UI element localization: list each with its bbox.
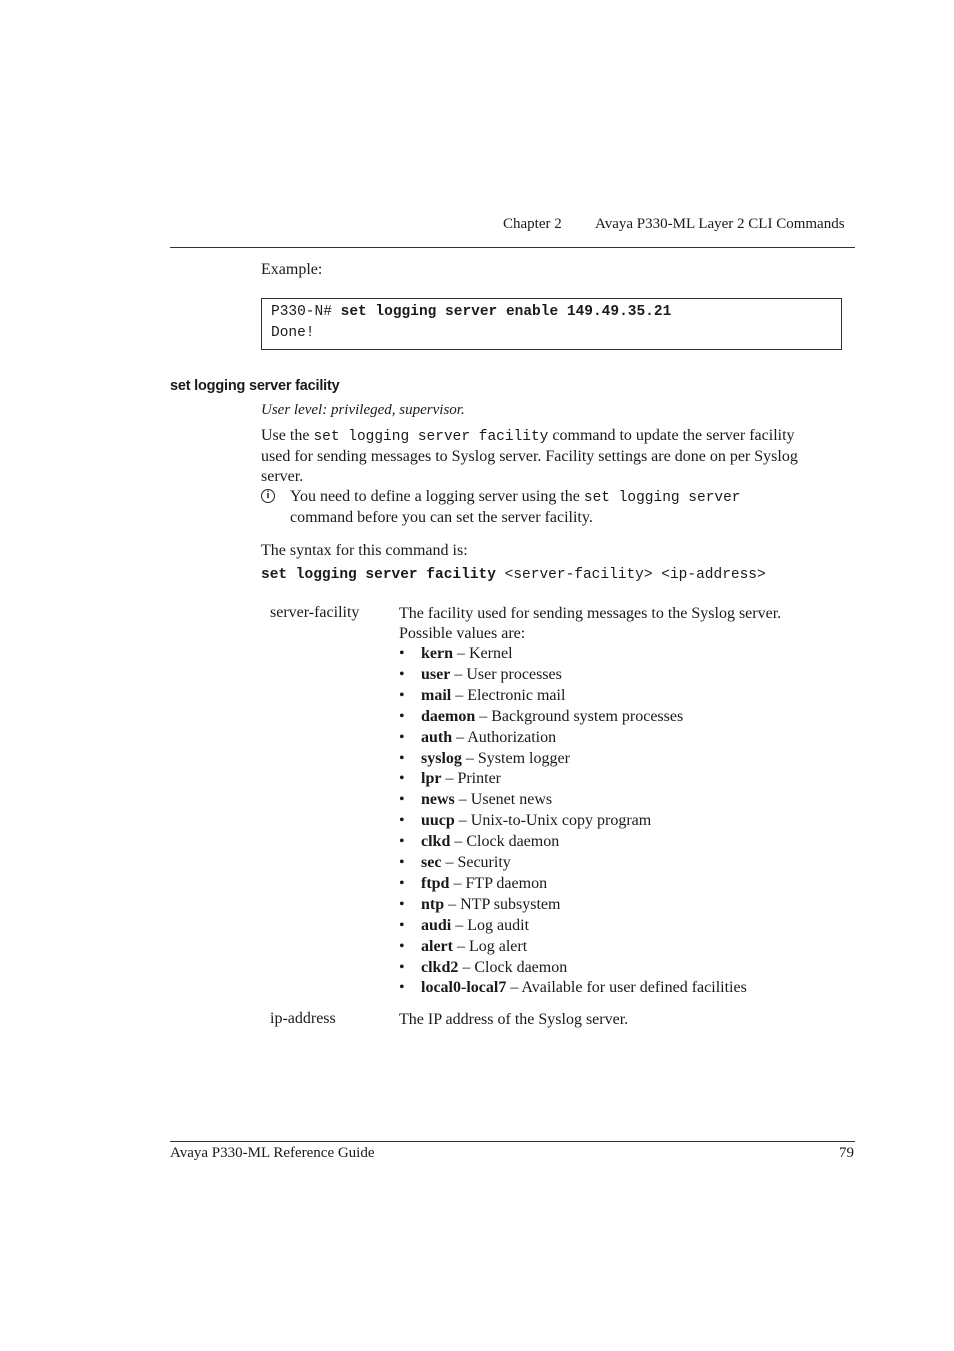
param-desc-server-facility bbox=[399, 604, 855, 644]
section-heading: set logging server facility bbox=[170, 378, 340, 394]
facility-bullet-text bbox=[421, 874, 547, 894]
code-example-box bbox=[261, 298, 842, 350]
bullet-dot-icon: • bbox=[399, 895, 405, 913]
param-desc-line-1: The facility used for sending messages to the Syslog server. bbox=[399, 605, 782, 622]
header-chapter: Chapter 2 bbox=[503, 216, 562, 232]
footer-guide-title: Avaya P330-ML Reference Guide bbox=[170, 1145, 375, 1161]
intro-text-1: Use the bbox=[261, 427, 314, 444]
facility-term: alert bbox=[421, 937, 453, 955]
header-title: Avaya P330-ML Layer 2 CLI Commands bbox=[595, 216, 845, 232]
param-desc-ip-address: The IP address of the Syslog server. bbox=[399, 1011, 629, 1028]
bullet-dot-icon: • bbox=[399, 791, 405, 809]
facility-description: – Log alert bbox=[452, 937, 528, 955]
facility-term: auth bbox=[421, 728, 453, 746]
bullet-dot-icon: • bbox=[399, 874, 405, 892]
facility-bullet-text bbox=[421, 769, 501, 789]
header-rule bbox=[170, 247, 855, 248]
facility-bullet-text bbox=[421, 958, 567, 978]
facility-term: news bbox=[421, 791, 455, 809]
facility-bullet-text bbox=[421, 790, 552, 810]
bullet-dot-icon: • bbox=[399, 665, 405, 683]
bullet-dot-icon: • bbox=[399, 916, 405, 934]
bullet-dot-icon: • bbox=[399, 979, 405, 997]
facility-term: syslog bbox=[421, 749, 462, 767]
syntax-intro: The syntax for this command is: bbox=[261, 542, 468, 559]
facility-bullet-text bbox=[421, 853, 511, 873]
facility-bullet-text bbox=[421, 644, 513, 664]
intro-line-1 bbox=[261, 426, 855, 447]
bullet-dot-icon: • bbox=[399, 854, 405, 871]
facility-term: ftpd bbox=[421, 874, 450, 892]
bullet-dot-icon: • bbox=[399, 645, 405, 662]
intro-line-2: used for sending messages to Syslog server. Facility settings are done on per Syslog bbox=[261, 448, 798, 465]
syntax-line bbox=[261, 567, 766, 583]
syntax-command: set logging server facility bbox=[261, 567, 496, 583]
facility-description: – User processes bbox=[450, 665, 562, 683]
facility-description: – System logger bbox=[461, 749, 570, 767]
facility-bullet-text bbox=[421, 916, 529, 936]
syntax-args: <server-facility> <ip-address> bbox=[495, 567, 766, 583]
note-paragraph bbox=[290, 487, 855, 528]
code-command: set logging server enable 149.49.35.21 bbox=[340, 304, 672, 320]
facility-term: mail bbox=[421, 686, 452, 704]
note-command: set logging server bbox=[583, 490, 741, 506]
facility-description: – Authorization bbox=[452, 728, 557, 746]
facility-description: – Usenet news bbox=[454, 791, 553, 809]
facility-description: – Log audit bbox=[451, 916, 530, 934]
param-desc-line-2: Possible values are: bbox=[399, 625, 526, 642]
facility-description: – Background system processes bbox=[475, 707, 684, 725]
bullet-dot-icon: • bbox=[399, 958, 405, 976]
facility-description: – FTP daemon bbox=[449, 874, 548, 892]
facility-description: – Available for user defined facilities bbox=[506, 979, 747, 997]
facility-term: user bbox=[421, 665, 451, 683]
facility-term: kern bbox=[421, 645, 453, 662]
facility-description: – Electronic mail bbox=[451, 686, 566, 704]
facility-description: – Printer bbox=[441, 770, 501, 788]
intro-paragraph bbox=[261, 426, 855, 487]
facility-term: lpr bbox=[421, 770, 442, 788]
facility-bullet-text bbox=[421, 707, 683, 727]
bullet-dot-icon: • bbox=[399, 707, 405, 725]
code-line-command bbox=[271, 304, 671, 320]
bullet-dot-icon: • bbox=[399, 812, 405, 830]
facility-description: – NTP subsystem bbox=[444, 895, 561, 913]
intro-text-2: command to update the server facility bbox=[548, 427, 795, 444]
param-name-server-facility: server-facility bbox=[270, 604, 360, 621]
intro-line-3: server. bbox=[261, 468, 304, 485]
param-name-ip-address: ip-address bbox=[270, 1010, 336, 1027]
bullet-dot-icon: • bbox=[399, 833, 405, 851]
code-output: Done! bbox=[271, 325, 315, 341]
facility-bullet-text bbox=[421, 749, 570, 769]
facility-description: – Clock daemon bbox=[458, 958, 568, 976]
footer-rule bbox=[170, 1141, 855, 1142]
facility-term: clkd bbox=[421, 833, 451, 851]
bullet-dot-icon: • bbox=[399, 937, 405, 955]
facility-bullet-text bbox=[421, 978, 747, 998]
facility-term: clkd2 bbox=[421, 958, 459, 976]
facility-bullet-text bbox=[421, 811, 651, 831]
facility-bullet-text bbox=[421, 895, 560, 915]
footer-page-number: 79 bbox=[839, 1145, 854, 1161]
facility-description: – Security bbox=[441, 854, 511, 871]
example-label: Example: bbox=[261, 261, 323, 278]
note-line-1 bbox=[290, 487, 855, 508]
code-prompt: P330-N# bbox=[271, 304, 341, 320]
user-level: User level: privileged, supervisor. bbox=[261, 402, 465, 418]
facility-bullet-text bbox=[421, 728, 556, 748]
facility-bullet-text bbox=[421, 686, 565, 706]
facility-description: – Kernel bbox=[453, 645, 513, 662]
info-icon: i bbox=[261, 489, 275, 503]
facility-description: – Clock daemon bbox=[450, 833, 560, 851]
facility-term: audi bbox=[421, 916, 452, 934]
bullet-dot-icon: • bbox=[399, 770, 405, 788]
facility-term: sec bbox=[421, 854, 442, 871]
note-text-1: You need to define a logging server using the bbox=[290, 488, 584, 505]
intro-command: set logging server facility bbox=[313, 429, 549, 445]
facility-bullet-text bbox=[421, 665, 562, 685]
facility-term: local0-local7 bbox=[421, 979, 507, 997]
bullet-dot-icon: • bbox=[399, 749, 405, 767]
bullet-dot-icon: • bbox=[399, 728, 405, 746]
facility-term: uucp bbox=[421, 812, 455, 830]
facility-term: ntp bbox=[421, 895, 445, 913]
bullet-dot-icon: • bbox=[399, 686, 405, 704]
facility-bullet-text bbox=[421, 937, 527, 957]
facility-term: daemon bbox=[421, 707, 476, 725]
facility-bullet-text bbox=[421, 832, 559, 852]
note-line-2: command before you can set the server facility. bbox=[290, 509, 593, 526]
facility-description: – Unix-to-Unix copy program bbox=[454, 812, 652, 830]
